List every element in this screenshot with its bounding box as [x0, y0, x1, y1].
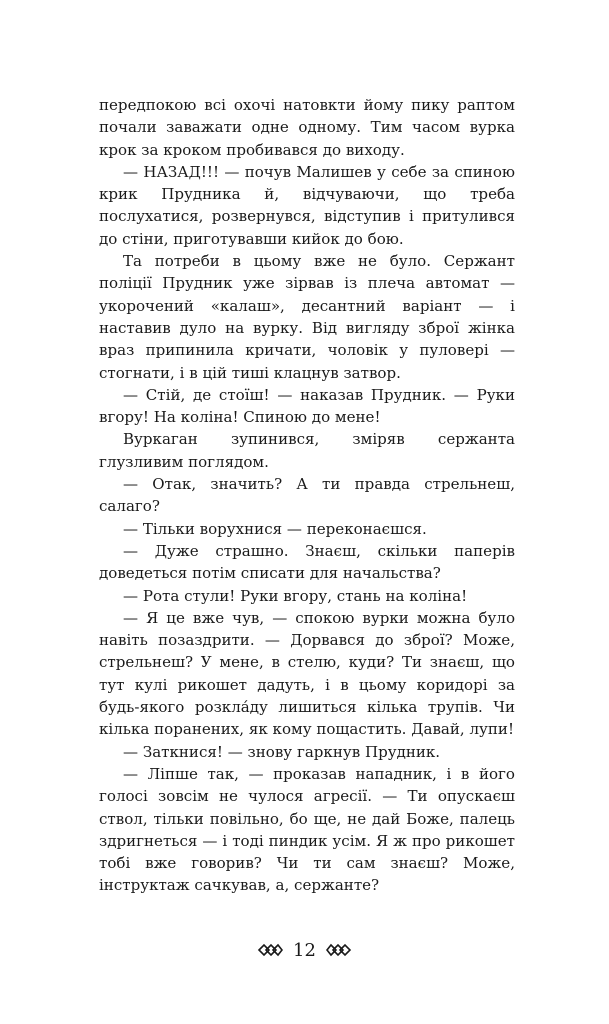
paragraph-8: — Дуже страшно. Знаєш, скільки паперів доведеться потім списати для начальства?	[99, 541, 515, 583]
paragraph-12: — Ліпше так, — проказав нападник, і в його голосі зовсім не чулося агресії. — Ти опускаєш ствол, тільки повільно, бо ще, не дай Боже, палець здригнеться — і тоді пиндик усім. Я ж про рикошет тобі вже говорив? Чи ти сам знаєш? Може, інструктаж сачкував, а, сержанте?	[99, 764, 515, 895]
paragraph-7: — Тільки ворухнися — переконаєшся.	[123, 519, 427, 538]
paragraph-6: — Отак, значить? А ти правда стрельнеш, салаго?	[99, 475, 515, 516]
paragraph-10: — Я це вже чув, — спокою вурки можна було навіть позаздрити. — Дорвався до зброї? Може, стрельнеш? У мене, в стелю, куди? Ти знаєш, що тут кулі рикошет дадуть, і в цьому коридорі за будь-якого розкла́ду лишиться кілька трупів. Чи кілька поранених, як кому пощастить. Давай, лупи!	[99, 608, 515, 739]
page-number: 12	[293, 939, 316, 961]
paragraph-1: передпокою всі охочі натовкти йому пику раптом почали заважати одне одному. Тим часом вурка крок за кроком пробивався до виходу.	[99, 96, 515, 159]
paragraph-4: — Стій, де стоїш! — наказав Прудник. — Руки вгору! На коліна! Спиною до мене!	[99, 385, 515, 427]
paragraph-5: Вуркаган зупинився, зміряв сержанта глузливим поглядом.	[99, 430, 515, 471]
ornament-right-icon	[326, 943, 352, 957]
paragraph-2: — НАЗАД!!! — почув Малишев у себе за спиною крик Прудника й, відчуваючи, що треба послухатися, розвернувся, відступив і притулився до стіни, приготувавши кийок до бою.	[99, 162, 515, 248]
page-footer	[0, 938, 609, 962]
body-text	[99, 94, 515, 897]
paragraph-9: — Рота стули! Руки вгору, стань на коліна!	[123, 586, 468, 605]
paragraph-11: — Заткнися! — знову гаркнув Прудник.	[123, 742, 441, 761]
ornament-left-icon	[257, 943, 283, 957]
paragraph-3: Та потреби в цьому вже не було. Сержант поліції Прудник уже зірвав із плеча автомат — укорочений «калаш», десантний варіант — і наставив дуло на вурку. Від вигляду зброї жінка враз припинила кричати, чоловік у пуловері — стогнати, і в цій тиші клацнув затвор.	[99, 252, 515, 382]
